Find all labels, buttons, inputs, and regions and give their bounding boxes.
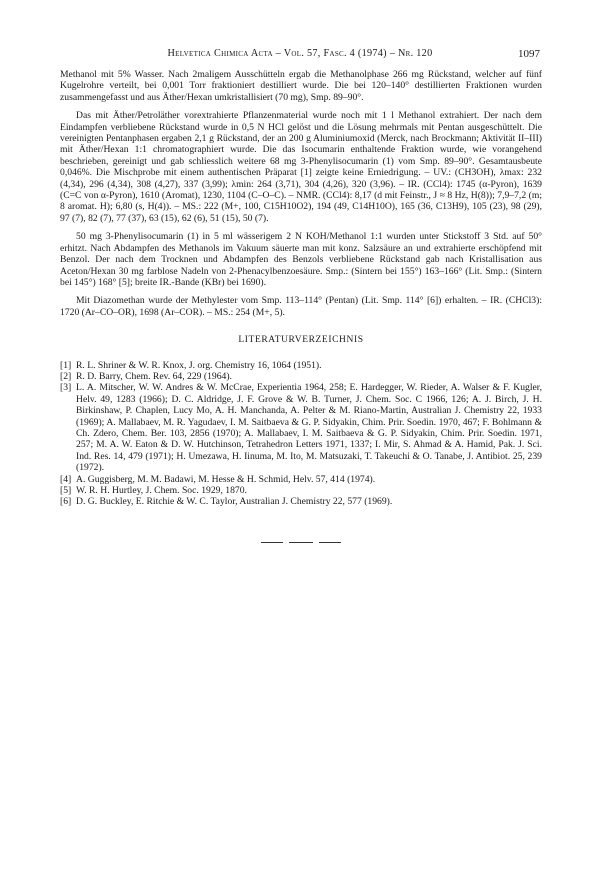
paragraph: 50 mg 3-Phenylisocumarin (1) in 5 ml wässerigem 2 N KOH/Methanol 1:1 wurden unter Stickstoff 3 Std. auf 50° erhitzt. Nach Abdampfen des Methanols im Vakuum säuerte man mit konz. Salzsäure an und extrahierte erschöpfend mit Benzol. Der nach dem Trocknen und Abdampfen des Benzols verbliebene Rückstand gab nach Kristallisation aus Aceton/Hexan 30 mg farblose Nadeln von 2-Phenacylbenzoesäure. Smp.: (Sintern bei 155°) 163–166° (Lit. Smp.: (Sintern bei 145°) 168° [5]; breite IR.-Bande (KBr) bei 1690). <box>60 231 542 288</box>
reference-text: R. D. Barry, Chem. Rev. 64, 229 (1964). <box>76 370 232 382</box>
running-header <box>60 48 540 62</box>
article-body <box>60 69 542 548</box>
reference-text: A. Guggisberg, M. M. Badawi, M. Hesse & H. Schmid, Helv. 57, 414 (1974). <box>76 473 376 485</box>
reference-number: [2] <box>60 370 72 382</box>
reference-text: W. R. H. Hurtley, J. Chem. Soc. 1929, 1870. <box>76 485 247 496</box>
journal-title: Helvetica Chimica Acta – Vol. 57, Fasc. 4 (1974) – Nr. 120 <box>167 48 433 59</box>
paragraph: Methanol mit 5% Wasser. Nach 2maligem Ausschütteln ergab die Methanolphase 266 mg Rückstand, welcher auf fünf Kugelrohre verteilt, bei 0,001 Torr fraktioniert destilliert wurde. Die bei 120–140° destillierten Fraktionen wurden zusammengefasst und aus Äther/Hexan umkristallisiert (70 mg), Smp. 89–90°. <box>60 69 542 103</box>
reference-text: D. G. Buckley, E. Ritchie & W. C. Taylor, Australian J. Chemistry 22, 577 (1969). <box>76 496 393 508</box>
reference-number: [1] <box>60 359 72 371</box>
end-rule <box>261 538 341 548</box>
reference-number: [3] <box>60 382 72 394</box>
references-heading: LITERATURVERZEICHNIS <box>238 335 364 346</box>
reference-item <box>60 496 542 507</box>
reference-item <box>60 371 542 382</box>
reference-item <box>60 382 542 473</box>
reference-item <box>60 360 542 371</box>
paragraph: Mit Diazomethan wurde der Methylester vom Smp. 113–114° (Pentan) (Lit. Smp. 114° [6]) erhalten. – IR. (CHCl3): 1720 (Ar–CO–OR), 1698 (Ar–COR). – MS.: 254 (M+, 5). <box>60 295 542 318</box>
reference-text: L. A. Mitscher, W. W. Andres & W. McCrae, Experientia 1964, 258; E. Hardegger, W. Rieder, A. Walser & F. Kugler, Helv. 49, 1283 (1966); D. C. Aldridge, J. F. Grove & W. B. Turner, J. Chem. Soc. C 1966, 126; A. J. Birch, J. H. Birkinshaw, P. Chaplen, Lucy Mo, A. H. Manchanda, A. Pelter & M. Riano-Martin, Australian J. Chemistry 22, 1933 (1969); A. Mallabaev, M. R. Yagudaev, I. M. Saitbaeva & G. P. Sidyakin, Chim. Prir. Soedin. 1970, 467; F. Bohlmann & Ch. Zdero, Chem. Ber. 103, 2856 (1970); A. Mallabaev, I. M. Saitbaeva & G. P. Sidyakin, Chim. Prir. Soedin. 1971, 257; M. A. W. Eaton & D. W. Hutchinson, Tetrahedron Letters 1971, 1337; I. Mir, S. Ahmad & A. Hamid, Pak. J. Sci. Ind. Res. 14, 479 (1971); H. Umezawa, H. Iinuma, M. Ito, M. Matsuzaki, T. Takeuchi & O. Tanabe, J. Antibiot. 25, 239 (1972). <box>76 382 542 474</box>
paragraph: Das mit Äther/Petroläther vorextrahierte Pflanzenmaterial wurde noch mit 1 l Methanol extrahiert. Der nach dem Eindampfen verbliebene Rückstand wurde in 0,5 N HCl gelöst und die Lösung mehrmals mit Pentan ausgeschüttelt. Die vereinigten Pentanphasen ergaben 2,1 g Rückstand, der an 200 g Aluminiumoxid (Merck, nach Brockmann; Aktivität II–III) mit Äther/Hexan 1:1 chromatographiert wurde. Die das Isocumarin enthaltende Fraktion wurde, wie vorangehend beschrieben, gereinigt und gab schliesslich weitere 68 mg 3-Phenylisocumarin (1) vom Smp. 89–90°. Gesamtausbeute 0,046%. Die Mischprobe mit einem authentischen Präparat [1] zeigte keine Erniedrigung. – UV.: (CH3OH), λmax: 232 (4,34), 296 (4,34), 308 (4,27), 337 (3,99); λmin: 264 (3,71), 304 (4,26), 320 (3,96). – IR. (CCl4): 1745 (α-Pyron), 1639 (C=C von α-Pyron), 1610 (Aromat), 1230, 1104 (C–O–C). – NMR. (CCl4): 8,17 (d mit Feinstr., J ≈ 8 Hz, H(8)); 7,9–7,2 (m; 8 aromat. H); 6,80 (s, H(4)). – MS.: 222 (M+, 100, C15H10O2), 194 (49, C14H10O), 165 (36, C13H9), 105 (23), 98 (29), 97 (7), 82 (7), 77 (37), 63 (15), 62 (6), 51 (15), 50 (7). <box>60 110 542 224</box>
reference-item <box>60 474 542 485</box>
reference-list <box>60 360 542 508</box>
page-number: 1097 <box>518 48 540 60</box>
reference-number: [5] <box>60 485 72 496</box>
reference-item <box>60 485 542 496</box>
reference-number: [6] <box>60 496 72 508</box>
reference-number: [4] <box>60 473 72 485</box>
reference-text: R. L. Shriner & W. R. Knox, J. org. Chemistry 16, 1064 (1951). <box>76 359 322 371</box>
